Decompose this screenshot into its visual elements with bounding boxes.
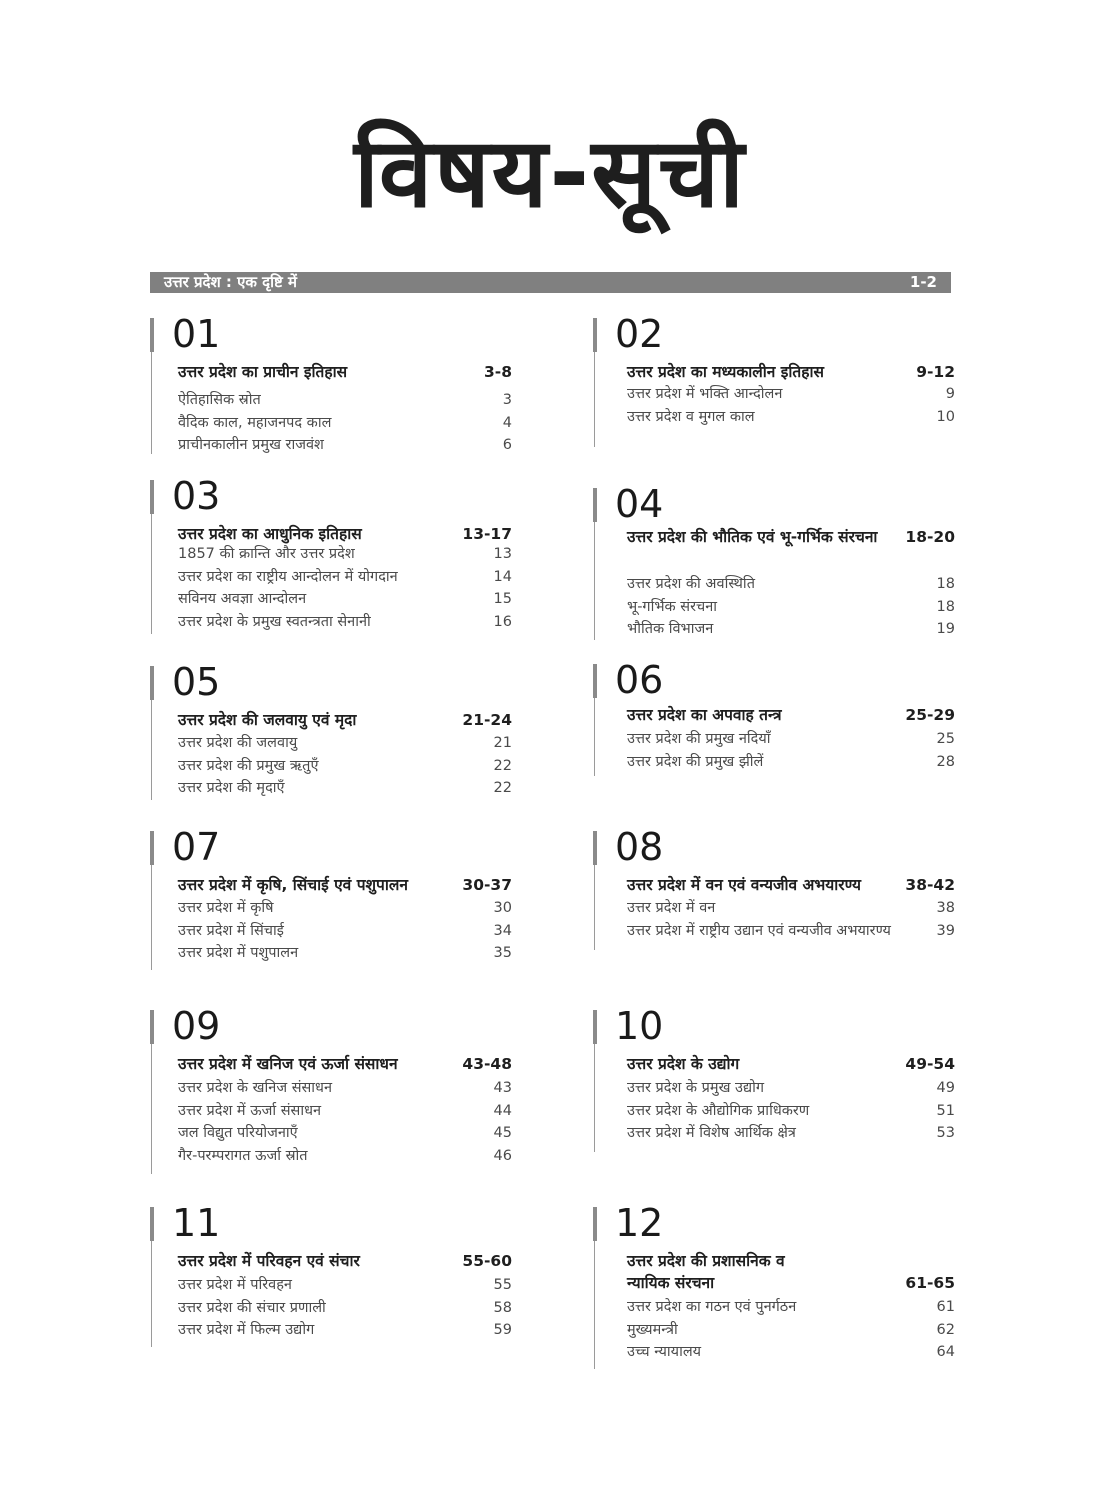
chapter-number: 10 — [615, 1004, 664, 1048]
topic-page: 53 — [936, 1125, 955, 1141]
chapter-title: उत्तर प्रदेश के उद्योग — [627, 1055, 740, 1073]
list-item[interactable] — [627, 751, 955, 774]
topic-page: 64 — [936, 1344, 955, 1360]
topic-list — [178, 732, 512, 800]
section-accent-bar — [593, 1010, 597, 1044]
section-rule — [594, 352, 595, 447]
chapter-pages: 61-65 — [905, 1274, 955, 1292]
section-rule — [151, 1044, 152, 1174]
chapter-number: 04 — [615, 482, 664, 526]
section-rule — [594, 1241, 595, 1369]
list-item[interactable] — [178, 566, 512, 589]
list-item[interactable] — [178, 588, 512, 611]
chapter-heading[interactable] — [627, 526, 955, 548]
topic-label: उत्तर प्रदेश की प्रमुख झीलें — [627, 753, 764, 770]
topic-page: 16 — [493, 613, 512, 630]
section-accent-bar — [593, 488, 597, 522]
topic-list — [178, 1077, 512, 1167]
section-accent-bar — [150, 318, 154, 352]
chapter-pages: 55-60 — [462, 1252, 512, 1270]
topic-page: 44 — [493, 1102, 512, 1119]
chapter-title: उत्तर प्रदेश की जलवायु एवं मृदा — [178, 711, 357, 729]
topic-page: 62 — [936, 1321, 955, 1338]
topic-page: 49 — [936, 1080, 955, 1096]
topic-list — [178, 897, 512, 965]
topic-label: जल विद्युत परियोजनाएँ — [178, 1125, 298, 1141]
chapter-number: 07 — [172, 825, 221, 869]
list-item[interactable] — [178, 897, 512, 920]
section-rule — [594, 522, 595, 640]
topic-label: 1857 की क्रान्ति और उत्तर प्रदेश — [178, 546, 355, 562]
topic-page: 9 — [945, 386, 955, 402]
topic-label: वैदिक काल, महाजनपद काल — [178, 414, 332, 431]
section-rule — [594, 865, 595, 950]
chapter-title: उत्तर प्रदेश की भौतिक एवं भू-गर्भिक संरचना — [627, 528, 878, 546]
chapter-pages: 21-24 — [462, 711, 512, 729]
topic-page: 18 — [936, 576, 955, 592]
chapter-pages: 3-8 — [483, 363, 512, 381]
chapter-title: उत्तर प्रदेश में कृषि, सिंचाई एवं पशुपालन — [178, 876, 408, 894]
topic-label: उत्तर प्रदेश का राष्ट्रीय आन्दोलन में योगदान — [178, 568, 398, 585]
topic-label: उत्तर प्रदेश व मुगल काल — [627, 408, 755, 425]
chapter-heading[interactable] — [627, 1250, 955, 1294]
topic-page: 13 — [493, 546, 512, 562]
chapter-pages: 18-20 — [905, 528, 955, 546]
section-accent-bar — [150, 831, 154, 865]
list-item[interactable] — [627, 596, 955, 619]
list-item[interactable] — [178, 1077, 512, 1100]
chapter-heading[interactable] — [627, 1053, 955, 1075]
chapter-pages: 9-12 — [916, 363, 955, 381]
topic-list — [627, 383, 955, 428]
list-item[interactable] — [627, 383, 955, 406]
chapter-heading[interactable] — [178, 1053, 512, 1075]
chapter-title: उत्तर प्रदेश का प्राचीन इतिहास — [178, 363, 348, 381]
chapter-heading[interactable] — [178, 523, 512, 545]
list-item[interactable] — [178, 1274, 512, 1297]
chapter-number: 02 — [615, 312, 664, 356]
chapter-number: 06 — [615, 658, 664, 702]
list-item[interactable] — [178, 434, 512, 457]
topic-page: 38 — [936, 900, 955, 916]
topic-page: 61 — [936, 1299, 955, 1315]
section-rule — [594, 698, 595, 776]
intro-banner[interactable] — [150, 272, 951, 293]
topic-page: 25 — [936, 731, 955, 747]
chapter-heading[interactable] — [627, 704, 955, 726]
list-item[interactable] — [178, 1122, 512, 1145]
list-item[interactable] — [627, 1077, 955, 1100]
list-item[interactable] — [178, 1297, 512, 1320]
topic-label: उत्तर प्रदेश के खनिज संसाधन — [178, 1080, 333, 1096]
list-item[interactable] — [178, 1145, 512, 1168]
topic-label: उत्तर प्रदेश के औद्योगिक प्राधिकरण — [627, 1102, 810, 1119]
topic-page: 39 — [936, 922, 955, 939]
list-item[interactable] — [627, 1319, 955, 1342]
topic-label: उत्तर प्रदेश में सिंचाई — [178, 922, 284, 939]
topic-list — [178, 389, 512, 457]
chapter-heading[interactable] — [178, 1250, 512, 1272]
topic-page: 34 — [493, 922, 512, 939]
chapter-title: उत्तर प्रदेश का मध्यकालीन इतिहास — [627, 363, 824, 381]
topic-page: 19 — [936, 621, 955, 637]
list-item[interactable] — [627, 573, 955, 596]
list-item[interactable] — [178, 920, 512, 943]
chapter-heading[interactable] — [178, 361, 512, 383]
topic-page: 22 — [493, 780, 512, 796]
topic-page: 55 — [493, 1277, 512, 1293]
section-rule — [151, 352, 152, 454]
list-item[interactable] — [178, 611, 512, 634]
section-rule — [151, 514, 152, 634]
list-item[interactable] — [178, 412, 512, 435]
topic-label: उत्तर प्रदेश की संचार प्रणाली — [178, 1299, 326, 1316]
topic-label: मुख्यमन्त्री — [627, 1321, 678, 1338]
topic-page: 14 — [493, 568, 512, 585]
page-title: विषय-सूची — [354, 117, 746, 229]
topic-list — [178, 543, 512, 633]
section-accent-bar — [593, 664, 597, 698]
intro-pages: 1-2 — [909, 273, 937, 291]
topic-label: सविनय अवज्ञा आन्दोलन — [178, 591, 307, 607]
topic-label: उत्तर प्रदेश में ऊर्जा संसाधन — [178, 1102, 322, 1119]
chapter-number: 01 — [172, 312, 221, 356]
topic-page: 58 — [493, 1299, 512, 1316]
topic-label: उत्तर प्रदेश में भक्ति आन्दोलन — [627, 386, 783, 402]
list-item[interactable] — [178, 1319, 512, 1342]
chapter-pages: 43-48 — [462, 1055, 512, 1073]
chapter-pages: 49-54 — [905, 1055, 955, 1073]
topic-label: ऐतिहासिक स्रोत — [178, 392, 261, 408]
list-item[interactable] — [627, 406, 955, 429]
topic-page: 43 — [493, 1080, 512, 1096]
section-rule — [151, 700, 152, 800]
chapter-title: उत्तर प्रदेश का आधुनिक इतिहास — [178, 525, 362, 543]
topic-list — [627, 728, 955, 773]
chapter-title: उत्तर प्रदेश में वन एवं वन्यजीव अभयारण्य — [627, 876, 861, 894]
topic-label: गैर-परम्परागत ऊर्जा स्रोत — [178, 1147, 308, 1164]
topic-label: उत्तर प्रदेश में फिल्म उद्योग — [178, 1322, 315, 1338]
topic-label: उत्तर प्रदेश में परिवहन — [178, 1277, 292, 1293]
topic-list — [627, 1296, 955, 1364]
topic-label: उत्तर प्रदेश में राष्ट्रीय उद्यान एवं वन्यजीव अभयारण्य — [627, 922, 891, 939]
chapter-title: उत्तर प्रदेश का अपवाह तन्त्र — [627, 706, 782, 724]
chapter-number: 05 — [172, 660, 221, 704]
topic-label: उत्तर प्रदेश की प्रमुख नदियाँ — [627, 731, 771, 747]
chapter-number: 03 — [172, 474, 221, 518]
topic-page: 3 — [502, 392, 512, 408]
chapter-number: 09 — [172, 1004, 221, 1048]
topic-label: प्राचीनकालीन प्रमुख राजवंश — [178, 437, 324, 453]
list-item[interactable] — [178, 543, 512, 566]
section-accent-bar — [150, 1207, 154, 1241]
chapter-title: उत्तर प्रदेश में खनिज एवं ऊर्जा संसाधन — [178, 1055, 398, 1073]
list-item[interactable] — [627, 1100, 955, 1123]
topic-page: 4 — [502, 414, 512, 431]
chapter-pages: 13-17 — [462, 525, 512, 543]
list-item[interactable] — [627, 618, 955, 641]
chapter-heading[interactable] — [178, 709, 512, 731]
topic-page: 18 — [936, 598, 955, 615]
topic-label: उत्तर प्रदेश का गठन एवं पुनर्गठन — [627, 1299, 797, 1315]
section-accent-bar — [593, 1207, 597, 1241]
topic-page: 15 — [493, 591, 512, 607]
topic-label: उत्तर प्रदेश में पशुपालन — [178, 945, 299, 961]
list-item[interactable] — [627, 1122, 955, 1145]
topic-page: 59 — [493, 1322, 512, 1338]
topic-label: उत्तर प्रदेश की प्रमुख ऋतुएँ — [178, 757, 319, 774]
topic-label: भौतिक विभाजन — [627, 621, 714, 637]
section-rule — [151, 865, 152, 970]
list-item[interactable] — [178, 389, 512, 412]
list-item[interactable] — [627, 1341, 955, 1364]
list-item[interactable] — [178, 1100, 512, 1123]
topic-list — [178, 1274, 512, 1342]
topic-label: उत्तर प्रदेश में कृषि — [178, 900, 274, 916]
list-item[interactable] — [627, 1296, 955, 1319]
topic-page: 22 — [493, 757, 512, 774]
section-accent-bar — [150, 1010, 154, 1044]
topic-label: उत्तर प्रदेश की मृदाएँ — [178, 780, 285, 796]
topic-page: 30 — [493, 900, 512, 916]
chapter-pages: 25-29 — [905, 706, 955, 724]
list-item[interactable] — [627, 728, 955, 751]
topic-page: 45 — [493, 1125, 512, 1141]
chapter-number: 12 — [615, 1201, 664, 1245]
topic-label: उत्तर प्रदेश के प्रमुख स्वतन्त्रता सेनानी — [178, 613, 371, 630]
chapter-heading[interactable] — [178, 874, 512, 896]
topic-list — [627, 897, 955, 942]
list-item[interactable] — [178, 777, 512, 800]
list-item[interactable] — [178, 755, 512, 778]
topic-label: उत्तर प्रदेश की जलवायु — [178, 735, 298, 751]
chapter-title: उत्तर प्रदेश में परिवहन एवं संचार — [178, 1252, 360, 1270]
topic-page: 35 — [493, 945, 512, 961]
topic-label: उच्च न्यायालय — [627, 1344, 702, 1360]
intro-label: उत्तर प्रदेश : एक दृष्टि में — [164, 273, 297, 291]
topic-label: उत्तर प्रदेश में विशेष आर्थिक क्षेत्र — [627, 1125, 796, 1141]
topic-label: भू-गर्भिक संरचना — [627, 598, 718, 615]
topic-label: उत्तर प्रदेश के प्रमुख उद्योग — [627, 1080, 765, 1096]
section-accent-bar — [150, 666, 154, 700]
topic-page: 21 — [493, 735, 512, 751]
topic-page: 6 — [502, 437, 512, 453]
topic-list — [627, 573, 955, 641]
topic-page: 10 — [936, 408, 955, 425]
list-item[interactable] — [627, 897, 955, 920]
chapter-pages: 30-37 — [462, 876, 512, 894]
list-item[interactable] — [627, 920, 955, 943]
list-item[interactable] — [178, 942, 512, 965]
section-accent-bar — [593, 318, 597, 352]
topic-page: 28 — [936, 753, 955, 770]
chapter-number: 11 — [172, 1201, 221, 1245]
section-rule — [594, 1044, 595, 1152]
topic-page: 46 — [493, 1147, 512, 1164]
section-rule — [151, 1241, 152, 1347]
section-accent-bar — [150, 480, 154, 514]
section-accent-bar — [593, 831, 597, 865]
chapter-number: 08 — [615, 825, 664, 869]
topic-page: 51 — [936, 1102, 955, 1119]
list-item[interactable] — [178, 732, 512, 755]
chapter-heading[interactable] — [627, 874, 955, 896]
chapter-pages: 38-42 — [905, 876, 955, 894]
chapter-heading[interactable] — [627, 361, 955, 383]
topic-label: उत्तर प्रदेश की अवस्थिति — [627, 576, 755, 592]
chapter-title: उत्तर प्रदेश की प्रशासनिक व न्यायिक संरचना — [627, 1252, 785, 1292]
topic-list — [627, 1077, 955, 1145]
topic-label: उत्तर प्रदेश में वन — [627, 900, 716, 916]
